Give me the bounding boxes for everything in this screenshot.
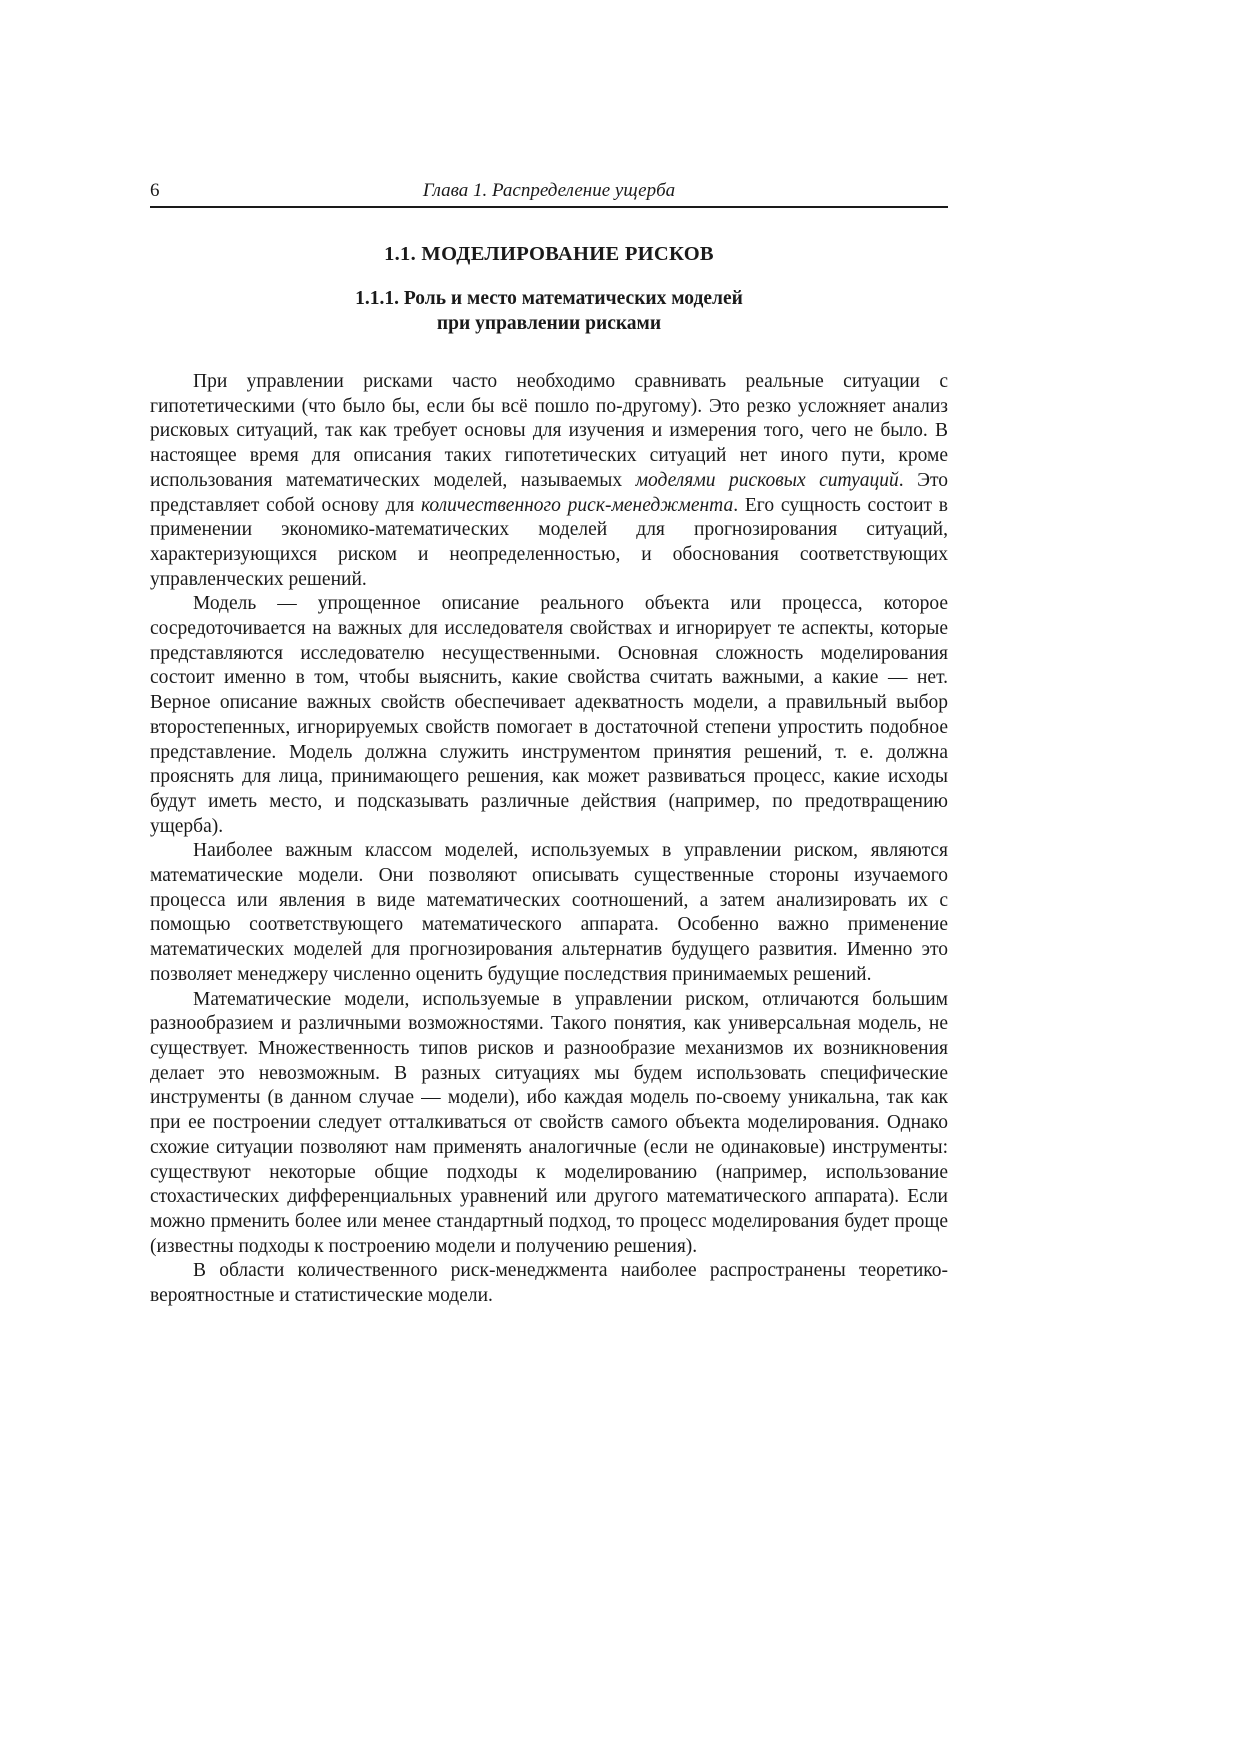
paragraph-2: Модель — упрощенное описание реального объекта или процесса, которое сосредоточивается на важных для исследователя свойствах и игнорирует те аспекты, которые представляются исследователю несущественными. Основная сложность моделирования состоит именно в том, чтобы выяснить, какие свойства считать важными, а какие — нет. Верное описание важных свойств обеспечивает адекватность модели, а правильный выбор второстепенных, игнорируемых свойств помогает в достаточной степени упростить подобное представление. Модель должна служить инструментом принятия решений, т. е. должна прояснять для лица, принимающего решения, как может развиваться процесс, какие исходы будут иметь место, и подсказывать различные действия (например, по предотвращению ущерба). — [150, 593, 948, 837]
subsection-title-line-2: при управлении рисками — [436, 313, 662, 334]
paragraph-4: Математические модели, используемые в управлении риском, отличаются большим разнообразием и различными возможностями. Такого понятия, как универсальная модель, не существует. Множественность типов рисков и разнообразие механизмов их возникновения делает это невозможным. В разных ситуациях мы будем использовать специфические инструменты (в данном случае — модели), ибо каждая модель по-своему уникальна, так как при ее построении следует отталкиваться от свойств самого объекта моделирования. Однако схожие ситуации позволяют нам применять аналогичные (если не одинаковые) инструменты: существуют некоторые общие подходы к моделированию (например, использование стохастических дифференциальных уравнений или другого математического аппарата). Если можно прменить более или менее стандартный подход, то процесс моделирования будет проще (известны подходы к построению модели и получению решения). — [150, 988, 948, 1257]
page — [150, 170, 948, 1309]
term-quantitative-risk-management: количественного риск-менеджмента — [421, 494, 734, 516]
body-text — [150, 370, 948, 1309]
running-head — [150, 170, 948, 208]
paragraph-5: В области количественного риск-менеджмента наиболее распространены теоретико-вероятностные и статистические модели. — [150, 1260, 948, 1307]
paragraph-1-text-b: . Это представляет собой основу для — [150, 469, 948, 516]
paragraph-1-text-c: . Его сущность состоит в применении экономико-математических моделей для прогнозирования ситуаций, характеризующихся риском и неопределенностью, и обоснования соответствующих управленческих решений. — [150, 494, 949, 590]
paragraph-3: Наиболее важным классом моделей, используемых в управлении риском, являются математические модели. Они позволяют описывать существенные стороны изучаемого процесса или явления в виде математических соотношений, а затем анализировать их с помощью соответствующего математического аппарата. Особенно важно применение математических моделей для прогнозирования альтернатив будущего развития. Именно это позволяет менеджеру численно оценить будущие последствия принимаемых решений. — [150, 840, 948, 985]
section-title: 1.1. МОДЕЛИРОВАНИЕ РИСКОВ — [384, 243, 714, 265]
paragraph-1-text-a: При управлении рисками часто необходимо сравнивать реальные ситуации с гипотетическими (что было бы, если бы всё пошло по-другому). Это резко усложняет анализ рисковых ситуаций, так как требует основы для изучения и измерения того, чего не было. В настоящее время для описания таких гипотетических ситуаций нет иного пути, кроме использования математических моделей, называемых — [150, 371, 948, 491]
paragraph-1 — [150, 370, 948, 592]
term-risk-situation-models: моделями рисковых ситуаций — [635, 469, 899, 491]
running-title: Глава 1. Распределение ущерба — [422, 180, 676, 201]
subsection-title — [150, 286, 948, 336]
subsection-title-line-1: 1.1.1. Роль и место математических моделей — [355, 288, 743, 309]
page-number: 6 — [150, 180, 160, 201]
